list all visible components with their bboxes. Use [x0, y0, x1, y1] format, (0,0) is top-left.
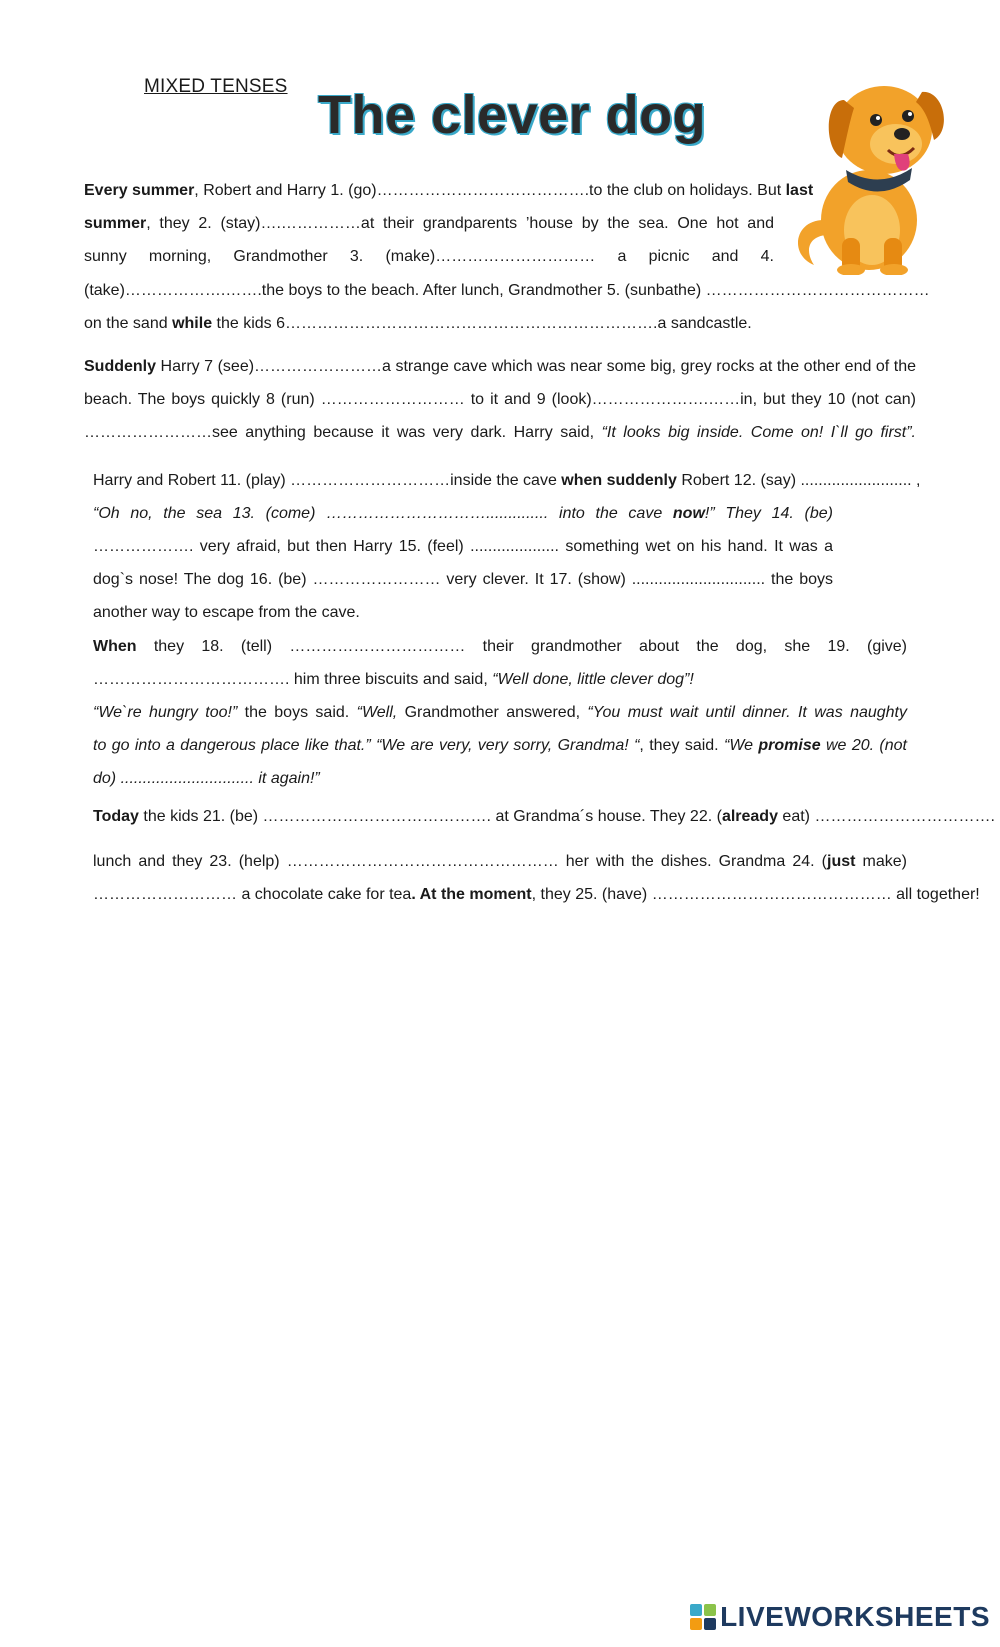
worksheet-label: MIXED TENSES: [144, 76, 288, 97]
text-line: Today the kids 21. (be) ……………………………………. at Grandma´s house. They 22. (already eat) …………………………….: [93, 808, 995, 825]
paragraph-1-continued: [84, 274, 930, 340]
text-line: to go into a dangerous place like that.” “We are very, very sorry, Grandma! “, they said. “We promise we 20. (not: [93, 737, 907, 754]
text-line: another way to escape from the cave.: [93, 604, 360, 621]
text-line: (take)……………….…….the boys to the beach. After lunch, Grandmother 5. (sunbathe) ……………………………………: [84, 282, 930, 299]
text-line: summer, they 2. (stay)….……………at their grandparents ’house by the sea. One hot and: [84, 215, 774, 232]
text-line: lunch and they 23. (help) …………………………………………… her with the dishes. Grandma 24. (just make): [93, 853, 907, 870]
text-line: Suddenly Harry 7 (see)……………………a strange cave which was near some big, grey rocks at the other end of the: [84, 358, 916, 375]
text-line: ……………………… a chocolate cake for tea. At the moment, they 25. (have) ……………………………………… all together!: [93, 886, 980, 903]
paragraph-5: [93, 800, 995, 833]
paragraph-1: [84, 174, 814, 273]
logo-mark-icon: [690, 1604, 716, 1630]
text-line: “Oh no, the sea 13. (come) ………………………….............. into the cave now!” They 14. (be): [93, 505, 834, 522]
text-line: on the sand while the kids 6…………………………………………………………….a sandcastle.: [84, 315, 752, 332]
text-line: beach. The boys quickly 8 (run) ……………………… to it and 9 (look)………………….……in, but they 10 (not can): [84, 391, 916, 408]
text-line: “We`re hungry too!” the boys said. “Well, Grandmother answered, “You must wait until dinner. It was naughty: [93, 704, 908, 721]
text-line: ……………………see anything because it was very dark. Harry said, “It looks big inside. Come on! I`ll go first”.: [84, 424, 916, 441]
logo-text: LIVEWORKSHEETS: [720, 1601, 990, 1632]
text-line: sunny morning, Grandmother 3. (make)………………………… a picnic and 4.: [84, 248, 774, 265]
page-title: The clever dog: [318, 85, 707, 145]
paragraph-4: [93, 630, 907, 795]
dog-illustration-icon: [784, 70, 954, 275]
text-line: ………………………………. him three biscuits and said, “Well done, little clever dog”!: [93, 671, 694, 688]
text-line: do) .............................. it again!”: [93, 770, 320, 787]
text-line: Harry and Robert 11. (play) …………………………inside the cave when suddenly Robert 12. (say) ......................... ,: [93, 472, 921, 489]
paragraph-2: [84, 350, 916, 449]
liveworksheets-logo: [690, 1601, 990, 1633]
text-line: Every summer, Robert and Harry 1. (go)………………………………….to the club on holidays. But last: [84, 182, 814, 199]
text-line: When they 18. (tell) …………………………… their grandmother about the dog, she 19. (give): [93, 638, 907, 655]
text-line: dog`s nose! The dog 16. (be) …………………… very clever. It 17. (show) .............................. the boys: [93, 571, 833, 588]
text-line: ………………. very afraid, but then Harry 15. (feel) .................... something wet on his hand. It was a: [93, 538, 833, 555]
paragraph-3: [93, 464, 921, 629]
paragraph-6: [93, 845, 980, 911]
